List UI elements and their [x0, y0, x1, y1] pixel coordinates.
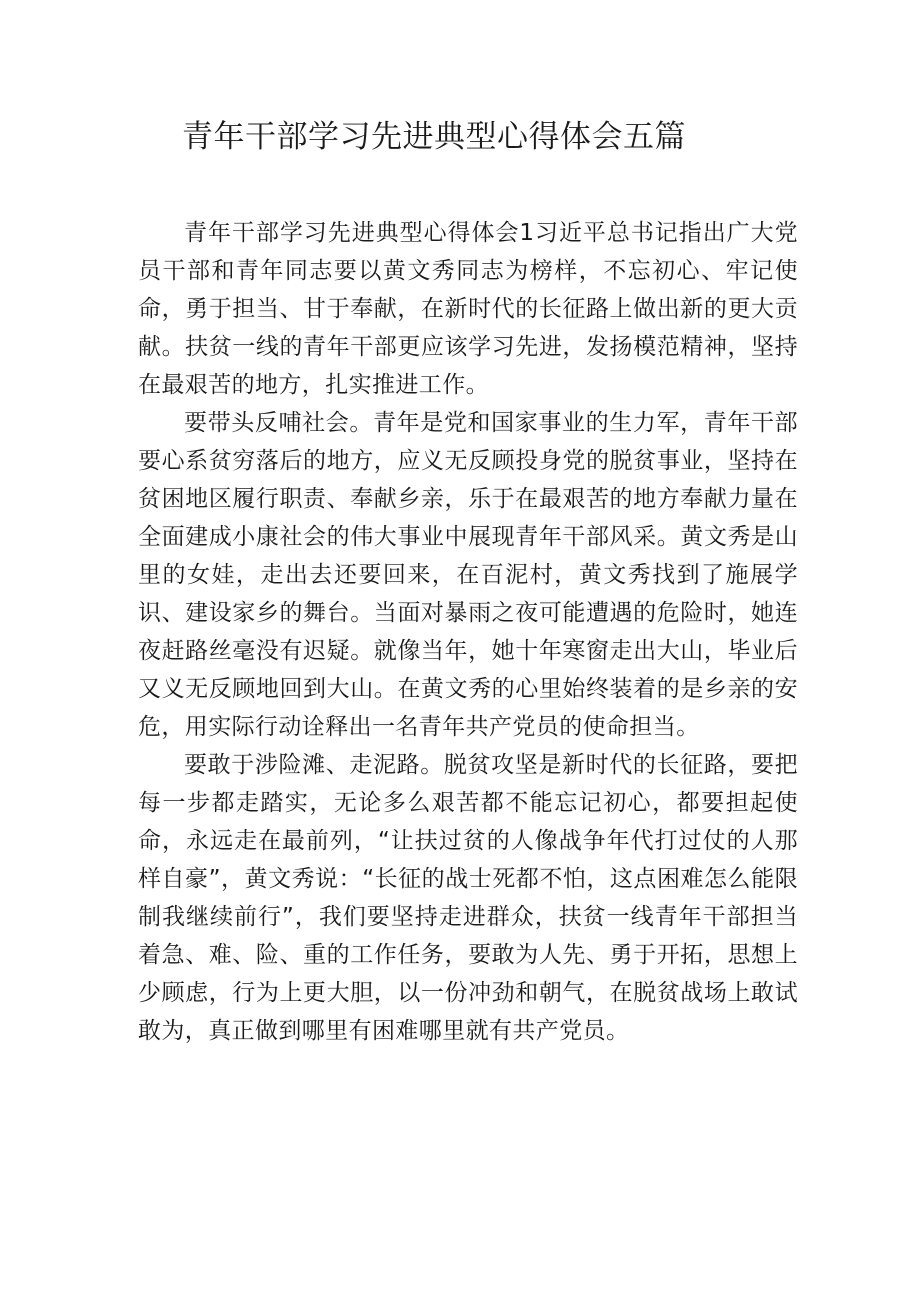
paragraph-3: 要敢于涉险滩、走泥路。脱贫攻坚是新时代的长征路，要把每一步都走踏实，无论多么艰苦都不能忘记初心，都要担起使命，永远走在最前列，“让扶过贫的人像战争年代打过仗的人那样自豪”，黄文秀说：“长征的战士死都不怕，这点困难怎么能限制我继续前行”，我们要坚持走进群众，扶贫一线青年干部担当着急、难、险、重的工作任务，要敢为人先、勇于开拓，思想上少顾虑，行为上更大胆，以一份冲劲和朝气，在脱贫战场上敢试敢为，真正做到哪里有困难哪里就有共产党员。 [138, 752, 798, 1044]
document-body [138, 214, 798, 1050]
document-title: 青年干部学习先进典型心得体会五篇 [182, 119, 686, 155]
paragraph-2: 要带头反哺社会。青年是党和国家事业的生力军，青年干部要心系贫穷落后的地方，应义无反顾投身党的脱贫事业，坚持在贫困地区履行职责、奉献乡亲，乐于在最艰苦的地方奉献力量在全面建成小康社会的伟大事业中展现青年干部风采。黄文秀是山里的女娃，走出去还要回来，在百泥村，黄文秀找到了施展学识、建设家乡的舞台。当面对暴雨之夜可能遭遇的危险时，她连夜赶路丝毫没有迟疑。就像当年，她十年寒窗走出大山，毕业后又义无反顾地回到大山。在黄文秀的心里始终装着的是乡亲的安危，用实际行动诠释出一名青年共产党员的使命担当。 [138, 410, 798, 740]
paragraph-1: 青年干部学习先进典型心得体会1习近平总书记指出广大党员干部和青年同志要以黄文秀同志为榜样，不忘初心、牢记使命，勇于担当、甘于奉献，在新时代的长征路上做出新的更大贡献。扶贫一线的青年干部更应该学习先进，发扬模范精神，坚持在最艰苦的地方，扎实推进工作。 [138, 220, 798, 398]
